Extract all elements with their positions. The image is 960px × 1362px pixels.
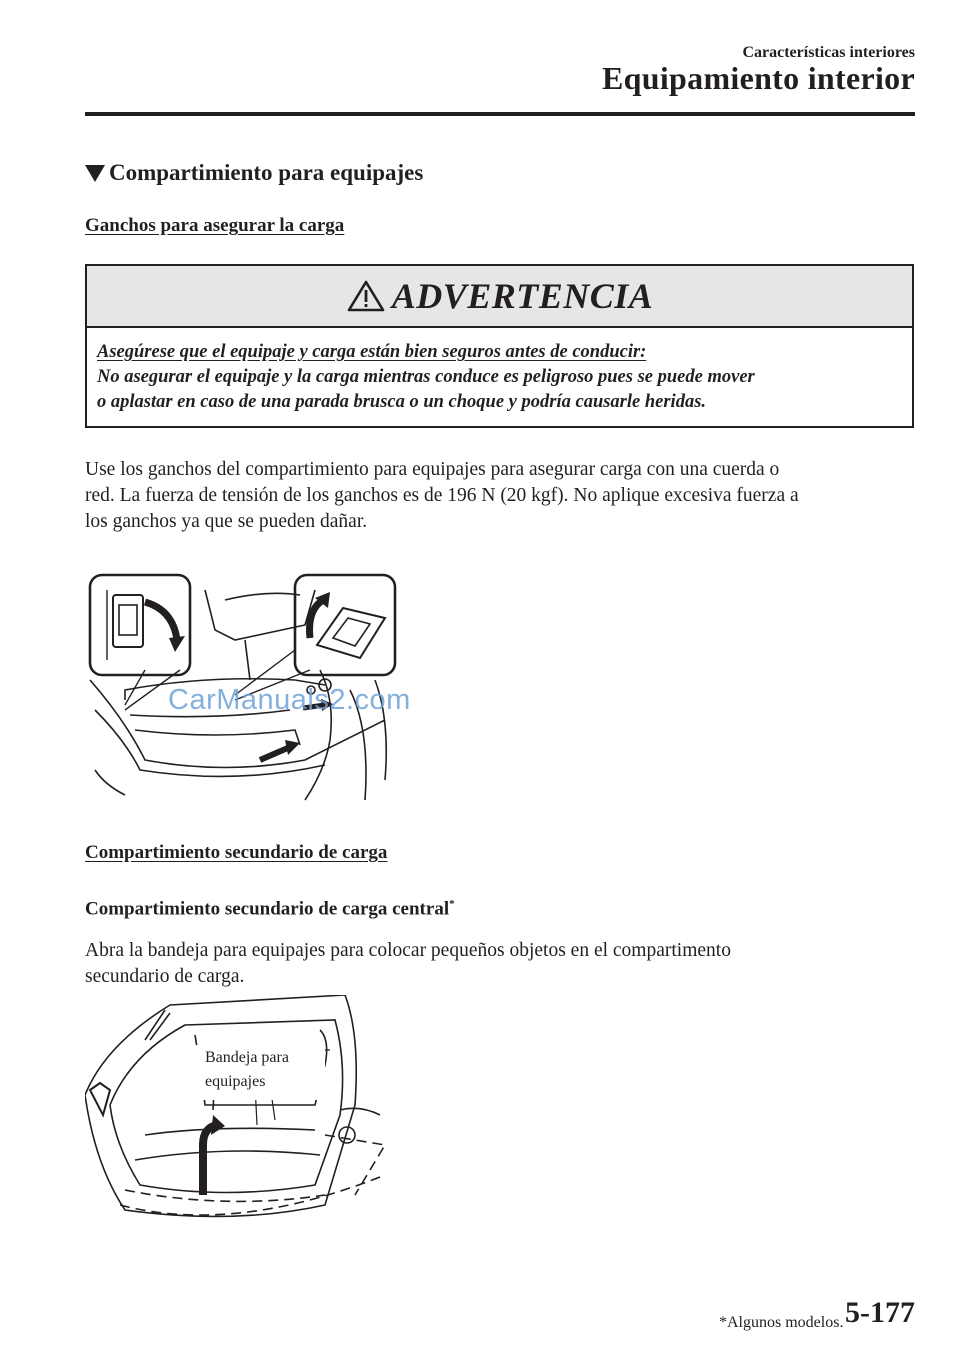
paragraph-line: secundario de carga. bbox=[85, 966, 245, 987]
paragraph-line: Abra la bandeja para equipajes para colocar pequeños objetos en el compartimento bbox=[85, 940, 731, 961]
secondary-paragraph bbox=[85, 938, 731, 990]
tray-label-line: Bandeja para bbox=[205, 1049, 289, 1066]
tray-label-line: equipajes bbox=[205, 1073, 266, 1090]
warning-heading: ADVERTENCIA bbox=[391, 276, 654, 316]
warning-box bbox=[85, 264, 914, 428]
paragraph-line: red. La fuerza de tensión de los ganchos es de 196 N (20 kgf). No aplique excesiva fuerza a bbox=[85, 485, 799, 506]
footnote: *Algunos modelos. bbox=[719, 1314, 844, 1331]
luggage-tray-illustration bbox=[85, 995, 405, 1230]
subsection-central-title bbox=[85, 898, 455, 920]
hooks-paragraph bbox=[85, 457, 799, 535]
subsection-secondary-title: Compartimiento secundario de carga bbox=[85, 842, 388, 863]
section-title bbox=[85, 160, 423, 186]
warning-body bbox=[87, 328, 912, 415]
optional-mark: * bbox=[449, 898, 455, 910]
section-triangle-icon bbox=[85, 165, 105, 182]
subsection-hooks-title: Ganchos para asegurar la carga bbox=[85, 215, 345, 236]
page-number: 5-177 bbox=[845, 1296, 915, 1329]
header-rule bbox=[85, 112, 915, 116]
paragraph-line: Use los ganchos del compartimiento para equipajes para asegurar carga con una cuerda o bbox=[85, 459, 780, 480]
paragraph-line: los ganchos ya que se pueden dañar. bbox=[85, 511, 368, 532]
chapter-title: Equipamiento interior bbox=[602, 60, 915, 96]
warning-line: No asegurar el equipaje y la carga mientras conduce es peligroso pues se puede mover bbox=[97, 367, 755, 387]
warning-header bbox=[87, 266, 912, 328]
chapter-subtitle: Características interiores bbox=[742, 44, 915, 61]
warning-lead: Asegúrese que el equipaje y carga están bien seguros antes de conducir: bbox=[97, 342, 647, 362]
subsection-central-text: Compartimiento secundario de carga central bbox=[85, 898, 450, 920]
warning-triangle-icon bbox=[346, 279, 386, 313]
warning-line: o aplastar en caso de una parada brusca o un choque y podría causarle heridas. bbox=[97, 392, 707, 412]
watermark: CarManuals2.com bbox=[168, 684, 411, 716]
tray-label bbox=[205, 1046, 289, 1094]
section-title-text: Compartimiento para equipajes bbox=[109, 160, 424, 185]
